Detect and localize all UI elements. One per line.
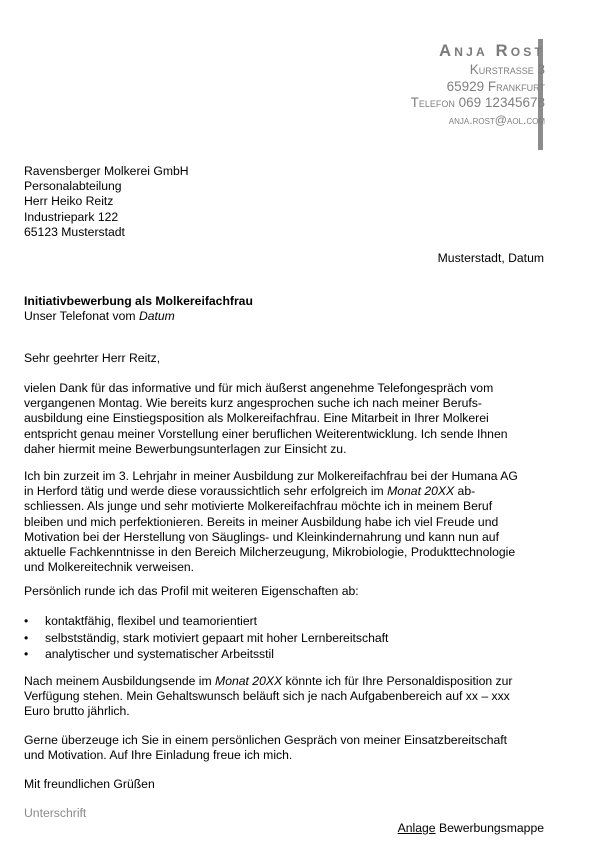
list-item-text: kontaktfähig, flexibel und teamorientiert [45, 614, 258, 628]
recipient-company: Ravensberger Molkerei GmbH [24, 164, 189, 178]
sender-email: anja.rost@aol.com [448, 112, 545, 127]
sender-name: Anja Rost [439, 42, 545, 60]
list-item-text: selbstständig, stark motiviert gepaart mit hoher Lernbereitschaft [45, 630, 389, 645]
paragraph-line: aktuelle Fachkenntnisse in den Bereich Milcherzeugung, Mikrobiologie, Produkttechnologie [24, 545, 516, 560]
paragraph-line: Ich bin zurzeit im 3. Lehrjahr in meiner Ausbildung zur Molkereifachfrau bei der Humana AG [24, 469, 518, 483]
paragraph-italic: Monat 20XX [215, 674, 283, 688]
paragraph-line: ausbildung eine Einstiegsposition als Molkereifachfrau. Eine Mitarbeit in Ihrer Molkerei [24, 411, 489, 426]
subject-title: Initiativbewerbung als Molkereifachfrau [24, 294, 253, 308]
recipient-person: Herr Heiko Reitz [24, 194, 114, 209]
enclosure-text: Bewerbungsmappe [435, 821, 544, 835]
list-item [24, 613, 388, 630]
closing-formula: Mit freundlichen Grüßen [24, 777, 155, 791]
letterhead [225, 40, 545, 128]
paragraph-text: in Herford tätig und werde diese voraussichtlich sehr erfolgreich im [24, 484, 388, 499]
paragraph-line: vergangenen Montag. Wie bereits kurz angesprochen suche ich nach meiner Berufs- [24, 396, 482, 411]
paragraph-availability [24, 674, 554, 720]
paragraph-line: Motivation bei der Herstellung von Säuglings- und Kleinkindernahrung und kann nun auf [24, 529, 499, 544]
paragraph-text: könnte ich für Ihre Personaldisposition zur [282, 674, 513, 688]
paragraph-line [24, 484, 554, 499]
signature: Unterschrift [24, 806, 87, 820]
recipient-address [24, 164, 189, 240]
sender-phone: Telefon 069 12345678 [410, 95, 545, 110]
enclosure-label: Anlage [397, 821, 436, 835]
paragraph-line: Verfügung stehen. Mein Gehaltswunsch beläuft sich je nach Aufgabenbereich auf xx – xxx [24, 689, 510, 704]
letter-date: Musterstadt, Datum [437, 251, 544, 265]
paragraph-text: ab- [454, 484, 476, 499]
paragraph-line: daher hiermit meine Bewerbungsunterlagen zur Einsicht zu. [24, 441, 347, 456]
recipient-city: 65123 Musterstadt [24, 224, 125, 239]
qualities-list [24, 613, 388, 663]
salutation: Sehr geehrter Herr Reitz, [24, 351, 161, 365]
paragraph-qualification [24, 469, 554, 575]
list-item [24, 630, 388, 647]
paragraph-line: Euro brutto jährlich. [24, 704, 130, 719]
bullet-icon: • [24, 647, 29, 661]
paragraph-line: bleiben und mich perfektionieren. Bereits in meiner Ausbildung habe ich viel Freude und [24, 514, 499, 529]
subject-reference [24, 309, 253, 324]
paragraph-line [24, 674, 554, 689]
list-item-text: analytischer und systematischer Arbeitsstil [45, 647, 274, 661]
list-item [24, 646, 388, 663]
paragraph-text: Nach meinem Ausbildungsende im [24, 674, 216, 688]
paragraph-line: schliessen. Als junge und sehr motivierte Molkereifachfrau möchte ich in meinem Beruf [24, 499, 493, 514]
paragraph-line: Gerne überzeuge ich Sie in einem persönlichen Gespräch von meiner Einsatzbereitschaft [24, 733, 508, 747]
enclosure-note [398, 821, 544, 835]
paragraph-line: und Motivation. Auf Ihre Einladung freue ich mich. [24, 748, 293, 763]
subject-reference-date: Datum [138, 309, 175, 324]
paragraph-intro [24, 381, 554, 457]
subject-block [24, 294, 253, 324]
paragraph-closing [24, 733, 554, 763]
bullet-icon: • [24, 630, 29, 645]
paragraph-line: und Molkereitechnik verweisen. [24, 560, 195, 575]
recipient-street: Industriepark 122 [24, 209, 119, 224]
sender-city: 65929 Frankfurt [446, 78, 545, 94]
sender-street: Kurstrasse 3 [469, 62, 545, 77]
paragraph-line: entspricht genau meiner Vorstellung einer beruflichen Weiterentwicklung. Ich sende Ihnen [24, 426, 508, 441]
subject-reference-prefix: Unser Telefonat vom [24, 309, 139, 324]
bullet-icon: • [24, 614, 29, 628]
paragraph-italic: Monat 20XX [387, 484, 455, 499]
recipient-department: Personalabteilung [24, 179, 122, 194]
paragraph-line: vielen Dank für das informative und für mich äußerst angenehme Telefongespräch vom [24, 381, 494, 395]
paragraph-profile: Persönlich runde ich das Profil mit weiteren Eigenschaften ab: [24, 584, 359, 598]
